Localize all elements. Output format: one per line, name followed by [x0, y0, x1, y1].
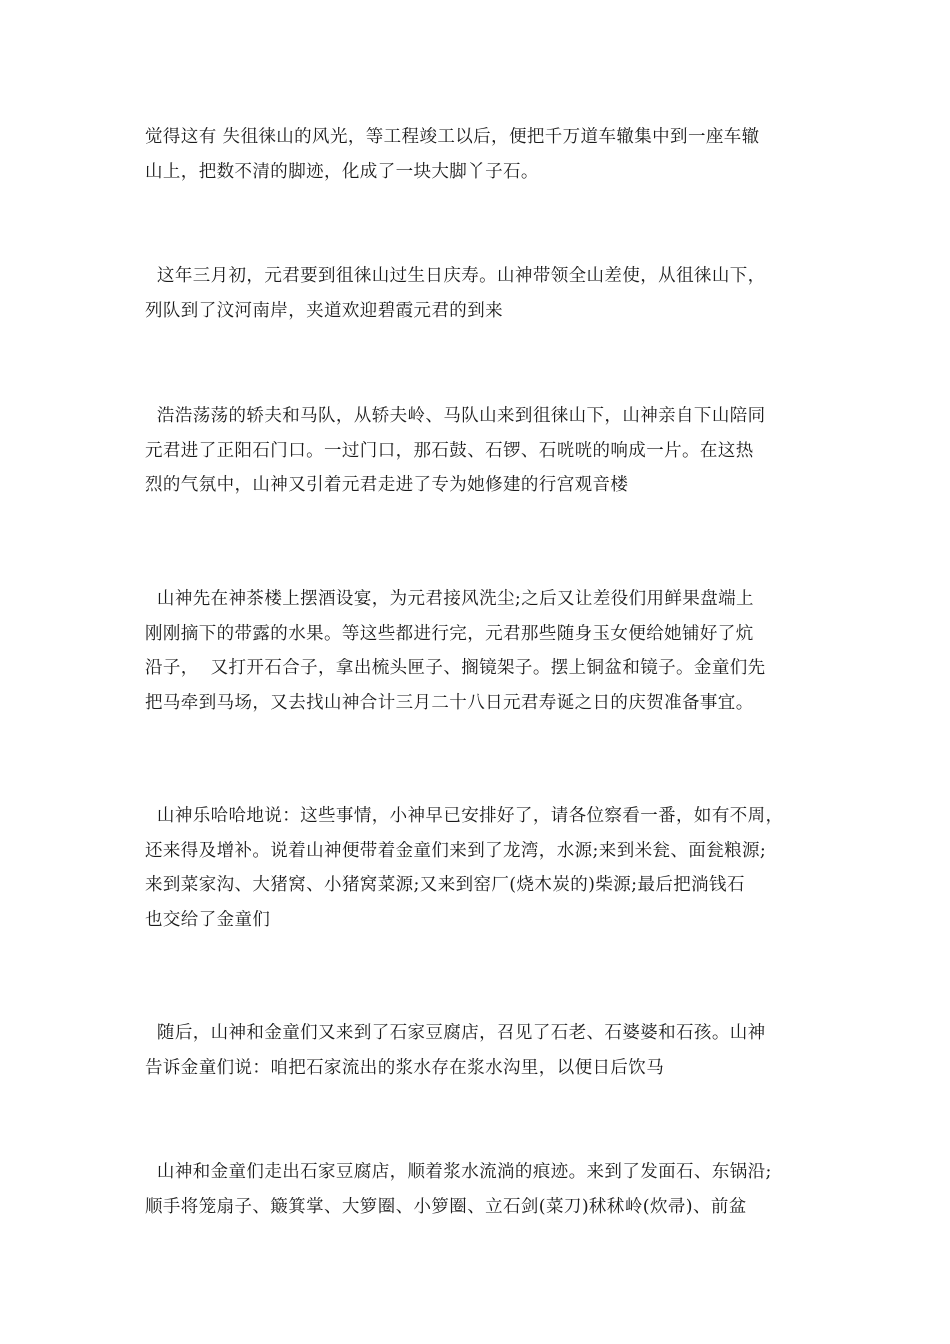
- paragraph-3: [145, 399, 817, 503]
- text-line: 也交给了金童们: [145, 909, 271, 930]
- text-line: 还来得及增补。说着山神便带着金童们来到了龙湾，水源;来到米瓮、面瓮粮源;: [145, 840, 767, 861]
- text-line: 觉得这有 失徂徕山的风光，等工程竣工以后，便把千万道车辙集中到一座车辙: [145, 127, 760, 147]
- text-line: 山上，把数不清的脚迹，化成了一块大脚丫子石。: [145, 161, 539, 182]
- text-line: 山神乐哈哈地说：这些事情，小神早已安排好了，请各位察看一番，如有不周，: [145, 806, 784, 826]
- text-line: 告诉金童们说：咱把石家流出的浆水存在浆水沟里，以便日后饮马: [145, 1057, 665, 1078]
- text-line: 这年三月初，元君要到徂徕山过生日庆寿。山神带领全山差使，从徂徕山下，: [145, 266, 766, 286]
- text-line: 把马牵到马场，又去找山神合计三月二十八日元君寿诞之日的庆贺准备事宜。: [145, 692, 754, 713]
- text-line: 山神和金童们走出石家豆腐店，顺着浆水流淌的痕迹。来到了发面石、东锅沿;: [145, 1162, 772, 1182]
- text-line: 元君进了正阳石门口。一过门口，那石鼓、石锣、石咣咣的响成一片。在这热: [145, 440, 754, 461]
- paragraph-4: [145, 582, 817, 720]
- text-line: 来到菜家沟、大猪窝、小猪窝菜源;又来到窑厂(烧木炭的)柴源;最后把淌钱石: [145, 875, 745, 895]
- paragraph-5: [145, 799, 817, 937]
- text-line: 浩浩荡荡的轿夫和马队，从轿夫岭、马队山来到徂徕山下，山神亲自下山陪同: [145, 406, 766, 426]
- paragraph-7: [145, 1155, 817, 1224]
- text-line: 顺手将笼扇子、簸箕掌、大箩圈、小箩圈、立石剑(菜刀)秫秫岭(炊帚)、前盆: [145, 1196, 747, 1217]
- paragraph-1: [145, 120, 817, 189]
- text-line: 随后，山神和金童们又来到了石家豆腐店，召见了石老、石婆婆和石孩。山神: [145, 1023, 766, 1043]
- text-line: 沿子， 又打开石合子，拿出梳头匣子、搁镜架子。摆上铜盆和镜子。金童们先: [145, 658, 766, 678]
- text-line: 刚刚摘下的带露的水果。等这些都进行完，元君那些随身玉女便给她铺好了炕: [145, 623, 754, 644]
- text-line: 烈的气氛中，山神又引着元君走进了专为她修建的行宫观音楼: [145, 475, 629, 495]
- text-line: 列队到了汶河南岸，夹道欢迎碧霞元君的到来: [145, 300, 503, 321]
- paragraph-6: [145, 1016, 817, 1085]
- text-line: 山神先在神茶楼上摆酒设宴，为元君接风洗尘;之后又让差役们用鲜果盘端上: [145, 589, 754, 609]
- paragraph-2: [145, 259, 817, 328]
